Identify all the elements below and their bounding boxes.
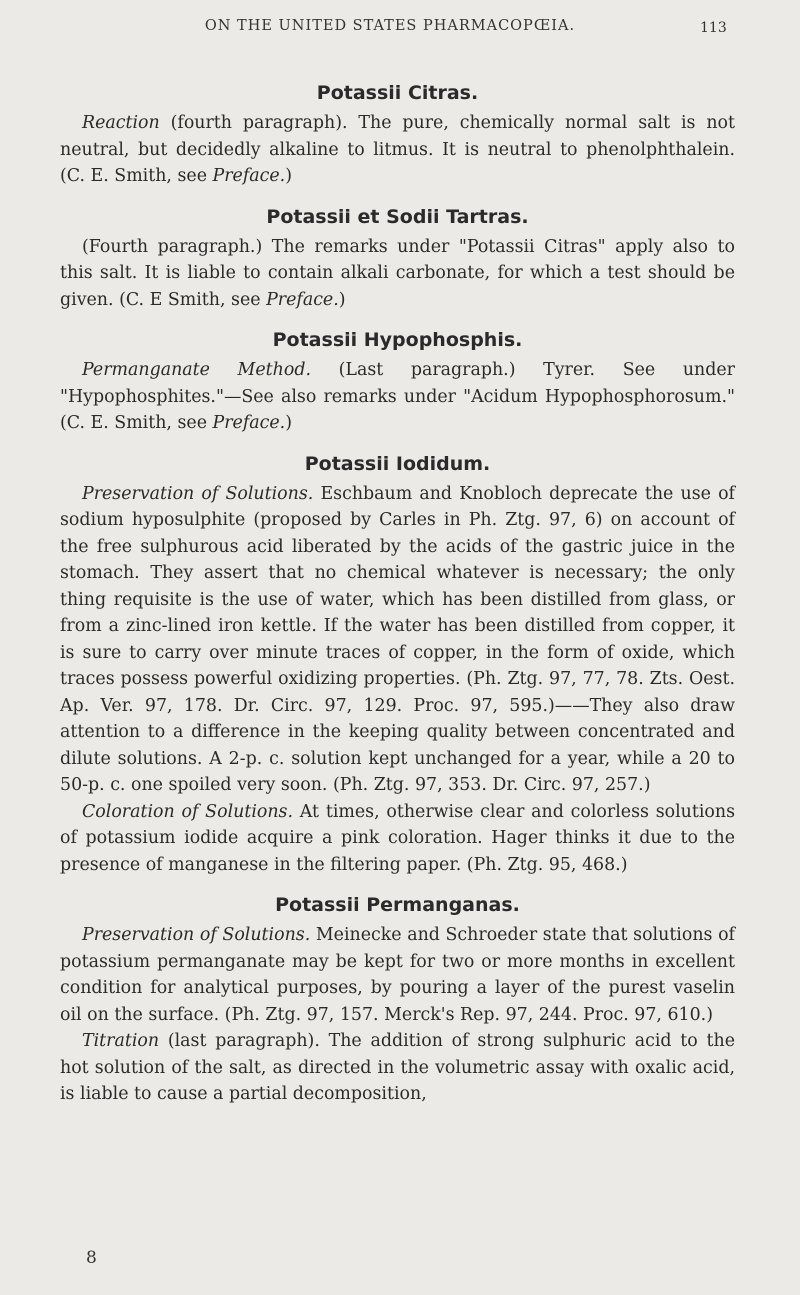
paragraph-tail: )	[285, 413, 292, 433]
page-body	[60, 80, 735, 1122]
section-heading: Potassii et Sodii Tartras.	[266, 205, 529, 228]
signature-mark: 8	[86, 1248, 97, 1268]
section-heading: Potassii Permanganas.	[275, 894, 520, 916]
section-heading: Potassii Citras.	[316, 82, 479, 104]
section-potassii-permanganas	[60, 892, 735, 1108]
preface-reference: Preface.	[266, 289, 339, 310]
paragraph-lead: Permanganate Method.	[82, 360, 311, 380]
paragraph	[60, 357, 735, 437]
paragraph-text: (Fourth paragraph.) The remarks under "Potassii Citras" apply also to this salt. It is liable to contain alkali carbonate, for which a test should be given. (C. E Smith, see	[60, 236, 735, 310]
paragraph-text: (last paragraph). The addition of strong sulphuric acid to the hot solution of the salt, as directed in the volumetric assay with oxalic acid, is liable to cause a partial decomposition,	[60, 1031, 735, 1104]
section-potassii-iodidum	[60, 451, 735, 879]
paragraph-tail: )	[285, 166, 292, 186]
paragraph	[60, 922, 735, 1028]
paragraph-text: Eschbaum and Knobloch deprecate the use of sodium hyposulphite (proposed by Carles in Ph. Ztg. 97, 6) on account of the free sulphurous acid liberated by the acids of the gastric juice in the stomach. They assert that no chemical whatever is necessary; the only thing requisite is the use of water, which has been distilled from glass, or from a zinc-lined iron kettle. If the water has been distilled from copper, it is sure to carry over minute traces of copper, in the form of oxide, which traces possess powerful oxidizing properties. (Ph. Ztg. 97, 77, 78. Zts. Oest. Ap. Ver. 97, 178. Dr. Circ. 97, 129. Proc. 97, 595.)——They also draw attention to a difference in the keeping quality between concentrated and dilute solutions. A 2-p. c. solution kept unchanged for a year, while a 20 to 50-p. c. one spoiled very soon. (Ph. Ztg. 97, 353. Dr. Circ. 97, 257.)	[60, 483, 735, 795]
section-potassii-et-sodii-tartras	[60, 204, 735, 314]
paragraph-lead: Preservation of Solutions.	[82, 925, 311, 945]
paragraph	[60, 799, 735, 879]
running-head: ON THE UNITED STATES PHARMACOPŒIA.	[204, 18, 576, 34]
paragraph-text: At times, otherwise clear and colorless solutions of potassium iodide acquire a pink coloration. Hager thinks it due to the presence of manganese in the filtering paper. (Ph. Ztg. 95, 468.)	[60, 801, 736, 875]
paragraph	[60, 1028, 735, 1108]
preface-reference: Preface.	[212, 413, 286, 433]
paragraph	[60, 481, 735, 799]
paragraph-text: (Last paragraph.) Tyrer. See under "Hypophosphites."—See also remarks under "Acidum Hypophosphorosum." (C. E. Smith, see	[60, 360, 735, 433]
paragraph	[60, 110, 735, 190]
section-heading: Potassii Hypophosphis.	[272, 329, 523, 351]
paragraph-text: (fourth paragraph). The pure, chemically normal salt is not neutral, but decidedly alkaline to litmus. It is neutral to phenolphthalein. (C. E. Smith, see	[60, 113, 735, 186]
paragraph-tail: )	[338, 289, 346, 310]
paragraph-lead: Reaction	[82, 113, 160, 133]
preface-reference: Preface.	[212, 166, 286, 186]
paragraph-lead: Preservation of Solutions.	[82, 483, 314, 504]
section-potassii-citras	[60, 80, 735, 190]
paragraph-text: Meinecke and Schroeder state that solutions of potassium permanganate may be kept for two or more months in excellent condition for analytical purposes, by pouring a layer of the purest vaselin oil on the surface. (Ph. Ztg. 97, 157. Merck's Rep. 97, 244. Proc. 97, 610.)	[60, 925, 735, 1025]
section-potassii-hypophosphis	[60, 327, 735, 437]
paragraph	[60, 234, 735, 314]
paragraph-lead: Coloration of Solutions.	[82, 801, 294, 822]
paragraph-lead: Titration	[82, 1031, 160, 1051]
section-heading: Potassii Iodidum.	[304, 452, 491, 475]
page-number: 113	[700, 20, 727, 36]
